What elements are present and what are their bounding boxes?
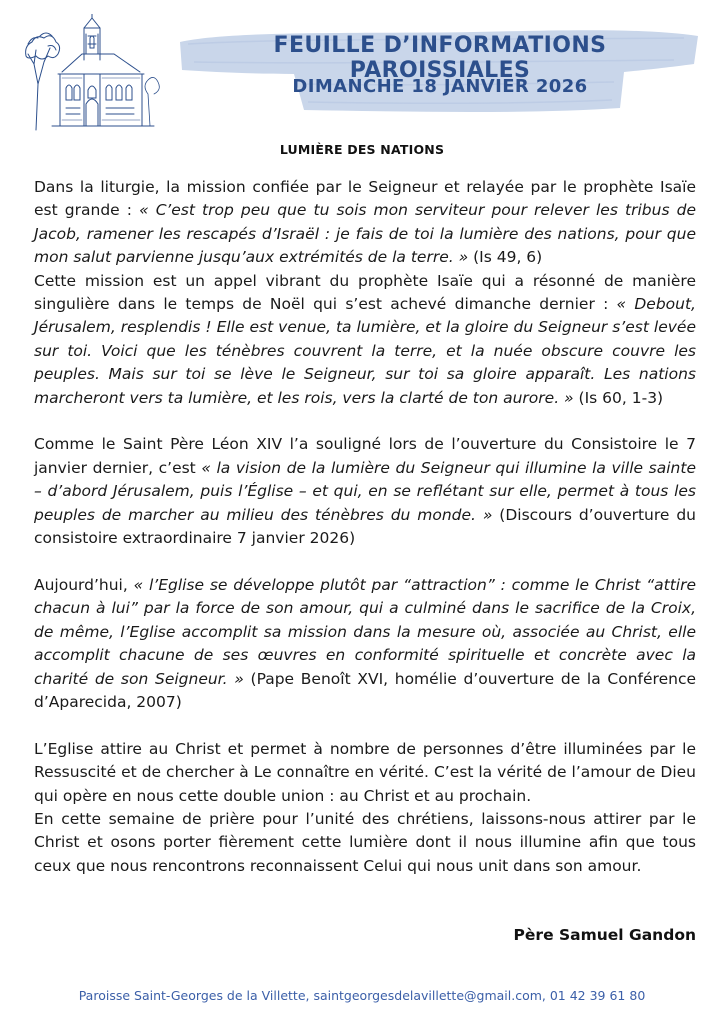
- article-title: LUMIÈRE DES NATIONS: [279, 142, 445, 157]
- signature: Père Samuel Gandon: [513, 926, 696, 944]
- page-title: FEUILLE D’INFORMATIONS PAROISSIALES: [273, 33, 607, 83]
- article-body: [34, 176, 696, 878]
- paragraph-3: Comme le Saint Père Léon XIV l’a souligné lors de l’ouverture du Consistoire le 7 janvier dernier, c’est « la vision de la lumière du Seigneur qui illumine la ville sainte – d’abord Jérusalem, puis l’Église – et qui, en se reflétant sur elle, permet à tous les peuples de marcher au milieu des ténèbres du monde. » (Discours d’ouverture du consistoire extraordinaire 7 janvier 2026): [34, 435, 696, 548]
- paragraph-5: L’Eglise attire au Christ et permet à nombre de personnes d’être illuminées par le Ressuscité et de chercher à Le connaître en vérité. C’est la vérité de l’amour de Dieu qui opère en nous cette double union : au Christ et au prochain.: [34, 739, 696, 805]
- paragraph-4: Aujourd’hui, « l’Eglise se développe plutôt par “attraction” : comme le Christ “attire chacun à lui” par la force de son amour, qui a culminé dans le sacrifice de la Croix, de même, l’Eglise accomplit sa mission dans la mesure où, associée au Christ, elle accomplit chacune de ses œuvres en conformité spirituelle et concrète avec la charité de son Seigneur. » (Pape Benoît XVI, homélie d’ouverture de la Conférence d’Aparecida, 2007): [34, 575, 696, 711]
- quote: « la vision de la lumière du Seigneur qui illumine la ville sainte – d’abord Jérusalem, puis l’Église – et qui, en se reflétant sur elle, permet à tous les peuples de marcher au milieu des ténèbres du monde. »: [34, 458, 696, 524]
- quote: « C’est trop peu que tu sois mon serviteur pour relever les tribus de Jacob, ramener les rescapés d’Israël : je fais de toi la lumière des nations, pour que mon salut parvienne jusqu’aux extrémités de la terre. »: [34, 201, 696, 267]
- quote: « l’Eglise se développe plutôt par “attraction” : comme le Christ “attire chacun à lui” par la force de son amour, qui a culminé dans le sacrifice de la Croix, de même, l’Eglise accomplit sa mission dans la mesure où, associée au Christ, elle accomplit chacune de ses œuvres en conformité spirituelle et concrète avec la charité de son Seigneur. »: [34, 575, 696, 688]
- church-sketch-icon: [22, 14, 162, 132]
- quote: « Debout, Jérusalem, resplendis ! Elle est venue, ta lumière, et la gloire du Seigneur s’est levée sur toi. Voici que les ténèbres couvrent la terre, et la nuée obscure couvre les peuples. Mais sur toi se lève le Seigneur, sur toi sa gloire apparaît. Les nations marcheront vers ta lumière, et les rois, vers la clarté de ton aurore. »: [34, 295, 696, 407]
- footer-contact: Paroisse Saint-Georges de la Villette, saintgeorgesdelavillette@gmail.com, 01 42 39 61 80: [78, 988, 646, 1003]
- paragraph-1: Dans la liturgie, la mission confiée par le Seigneur et relayée par le prophète Isaïe est grande : « C’est trop peu que tu sois mon serviteur pour relever les tribus de Jacob, ramener les rescapés d’Israël : je fais de toi la lumière des nations, pour que mon salut parvienne jusqu’aux extrémités de la terre. » (Is 49, 6): [34, 178, 696, 267]
- paragraph-2: Cette mission est un appel vibrant du prophète Isaïe qui a résonné de manière singulière dans le temps de Noël qui s’est achevé dimanche dernier : « Debout, Jérusalem, resplendis ! Elle est venue, ta lumière, et la gloire du Seigneur s’est levée sur toi. Voici que les ténèbres couvrent la terre, et la nuée obscure couvre les peuples. Mais sur toi se lève le Seigneur, sur toi sa gloire apparaît. Les nations marcheront vers ta lumière, et les rois, vers la clarté de ton aurore. » (Is 60, 1-3): [34, 271, 696, 407]
- issue-date: DIMANCHE 18 JANVIER 2026: [292, 76, 588, 97]
- paragraph-6: En cette semaine de prière pour l’unité des chrétiens, laissons-nous attirer par le Christ et osons porter fièrement cette lumière dont il nous illumine afin que tous ceux que nous rencontrons reconnaissent Celui qui nous unit dans son amour.: [34, 809, 696, 875]
